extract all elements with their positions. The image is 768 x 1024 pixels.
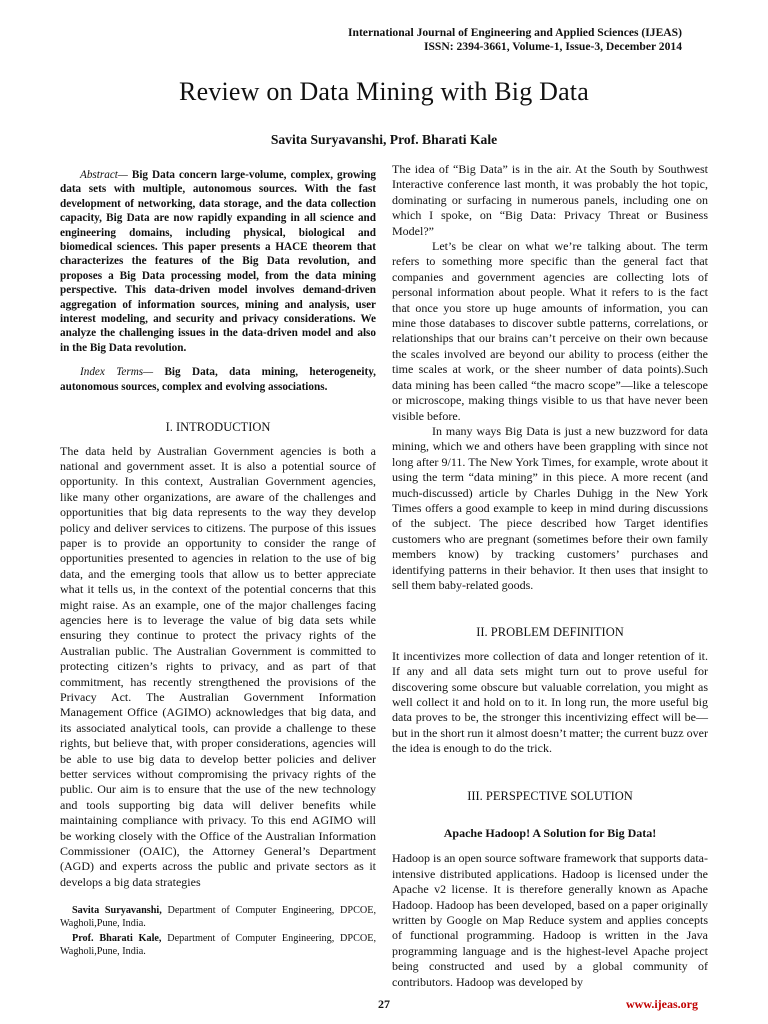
footnote-author-name: Prof. Bharati Kale, [72, 933, 162, 944]
big-data-paragraph-3: In many ways Big Data is just a new buzzword for data mining, which we and others have been grappling with since not long after 9/11. The New York Times, for example, wrote about it using the term “data mining” in this piece. A more recent (and much-discussed) article by Charles Duhigg in the New York Times offers a good example to keep in mind during discussions of the subject. The piece described how Target identifies customers who are pregnant (sometimes before their own family members know) by tracking customers’ purchases and identifying patterns in their behavior. It then uses that insight to sell them baby-related goods. [392, 423, 708, 592]
footnote-item [60, 904, 376, 930]
index-terms-lead: Index Terms— [80, 366, 154, 379]
introduction-heading: I. INTRODUCTION [165, 420, 271, 435]
problem-definition-text: It incentivizes more collection of data and longer retention of it. If any and all data sets might turn out to prove useful for discovering some obscure but valuable correlation, you might as well collect it and hold on to it. In long run, the more useful big data proves to be, the stronger this incentivizing effect will be—but in the short run it almost doesn’t matter; the current buzz over the idea is enough to do the trick. [392, 648, 708, 756]
left-column [60, 158, 376, 890]
hadoop-text: Hadoop is an open source software framework that supports data-intensive distributed applications. Hadoop is licensed under the Apache v2 license. It is therefore generally known as Apache Hadoop. Hadoop has been developed, based on a paper originally written by Google on Map Reduce system and applies concepts of functional programming. Hadoop is written in the Java programming language and is the highest-level Apache project being constructed and used by a global community of contributors. Hadoop was developed by [392, 851, 708, 989]
index-terms-text: Big Data, data mining, heterogeneity, autonomous sources, complex and evolving associations. [60, 366, 376, 393]
paper-title: Review on Data Mining with Big Data [179, 77, 589, 106]
abstract [60, 168, 376, 355]
paper-authors: Savita Suryavanshi, Prof. Bharati Kale [270, 132, 498, 147]
issn-line: ISSN: 2394-3661, Volume-1, Issue-3, December 2014 [423, 40, 682, 53]
footnote-affiliation: Department of Computer Engineering, DPCOE, Wagholi,Pune, India. [60, 933, 377, 957]
problem-definition-heading: II. PROBLEM DEFINITION [476, 625, 624, 640]
introduction-text: The data held by Australian Government agencies is both a national and government asset. It is also a potential source of opportunity. In this context, Australian Government agencies, like many other organizations, are aware of the challenges and opportunities that big data represents to the way they develop policy and deliver services to citizens. The purpose of this issues paper is to provide an opportunity to consider the range of opportunities presented to agencies in relation to the use of big data, and the emerging tools that allow us to better appreciate what it tells us, in the context of the potential concerns that this might raise. As an example, one of the major challenges facing agencies here is to leverage the value of big data sets while ensuring they continue to protect the privacy rights of the Australian public. The Australian Government is committed to protecting citizen’s rights to privacy, and as part of that commitment, has recently strengthened the provisions of the Privacy Act. The Australian Government Information Management Office (AGIMO) acknowledges that big data, and its associated analytical tools, can provide a challenge to these rights, but believe that, with proper considerations, agencies will be able to use big data to develop better policies and deliver better services without compromising the privacy rights of the public. Our aim is to ensure that the use of the new technology and tools supporting big data will deliver benefits while maintaining compliance with privacy. To this end AGIMO will be working closely with the Office of the Australian Information Commissioner (OAIC), the Attorney General’s Department (AGD) and experts across the public and private sectors as it develops a big data strategies [60, 443, 376, 889]
journal-name: International Journal of Engineering and Applied Sciences (IJEAS) [347, 26, 682, 39]
big-data-paragraph-2: Let’s be clear on what we’re talking about. The term refers to something more specific than the general fact that companies and government agencies are collecting lots of personal information about people. What it refers to is the fact that once you store up huge amounts of information, you can mine those databases to discover subtle patterns, correlations, or relationships that our brains can’t perceive on their own because the scales involved are beyond our ability to process (either the time scales at work, or the sheer number of data points).Such data mining has been called “the macro scope”—like a telescope or microscope, making things visible to us that have never been visible before. [392, 239, 708, 423]
footnote-affiliation: Department of Computer Engineering, DPCOE, Wagholi,Pune, India. [60, 905, 376, 929]
journal-header [348, 26, 682, 54]
abstract-text: Big Data concern large-volume, complex, growing data sets with multiple, autonomous sources. With the fast development of networking, data storage, and the data collection capacity, Big Data are now rapidly expanding in all science and engineering domains, including physical, biological and biomedical sciences. This paper presents a HACE theorem that characterizes the features of the Big Data revolution, and proposes a Big Data processing model, from the data mining perspective. This data-driven model involves demand-driven aggregation of information sources, mining and analysis, user interest modeling, and security and privacy considerations. We analyze the challenging issues in the data-driven model and also in the Big Data revolution. [60, 169, 376, 354]
right-column [392, 162, 708, 990]
footnote-author-name: Savita Suryavanshi, [72, 905, 162, 916]
website-link[interactable]: www.ijeas.org [626, 997, 698, 1011]
index-terms [60, 365, 376, 394]
big-data-paragraph-1: The idea of “Big Data” is in the air. At the South by Southwest Interactive conference last month, it was probably the hot topic, dominating or surfacing in numerous panels, including one on which I spoke, on “Big Data: Privacy Threat or Business Model?” [392, 162, 708, 238]
page-number: 27 [378, 997, 390, 1011]
author-footnotes [60, 904, 376, 960]
footnote-item [60, 932, 376, 958]
abstract-lead: Abstract— [80, 169, 128, 181]
hadoop-subheading: Apache Hadoop! A Solution for Big Data! [443, 826, 657, 841]
perspective-solution-heading: III. PERSPECTIVE SOLUTION [467, 788, 633, 803]
